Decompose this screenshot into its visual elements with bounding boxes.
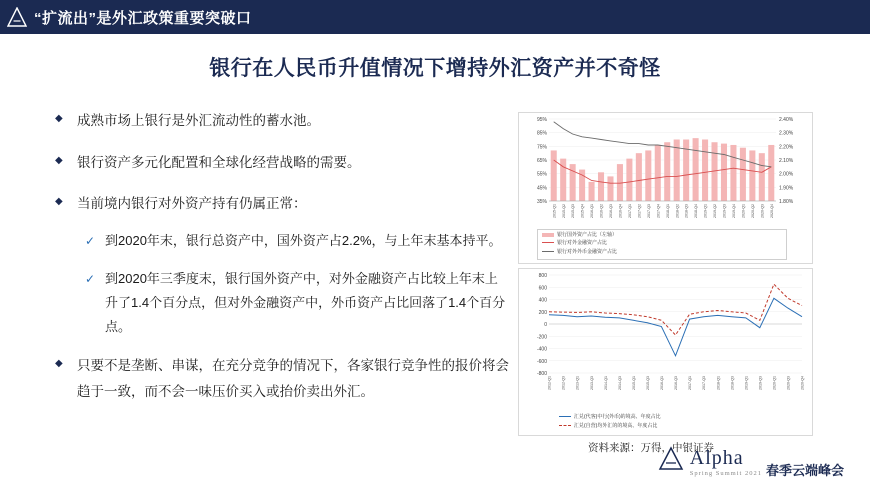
bullet-diamond-icon: ◆ bbox=[55, 113, 63, 124]
svg-text:2019-Q4: 2019-Q4 bbox=[732, 204, 736, 218]
svg-text:2.30%: 2.30% bbox=[779, 130, 794, 137]
legend-item bbox=[542, 240, 782, 248]
list-item bbox=[55, 191, 510, 217]
chart-legend bbox=[559, 414, 661, 431]
svg-text:2020-Q4: 2020-Q4 bbox=[769, 204, 774, 218]
chart-canvas bbox=[519, 269, 812, 435]
svg-text:2016-Q3: 2016-Q3 bbox=[609, 204, 614, 218]
svg-text:2020-Q4: 2020-Q4 bbox=[800, 376, 805, 390]
sub-bullet-list bbox=[85, 229, 510, 339]
svg-text:2019-Q2: 2019-Q2 bbox=[713, 204, 718, 218]
svg-text:95%: 95% bbox=[536, 117, 547, 123]
svg-text:2012-Q3: 2012-Q3 bbox=[561, 376, 566, 390]
legend-swatch-icon bbox=[542, 251, 554, 252]
list-item bbox=[55, 150, 510, 176]
legend-item bbox=[559, 414, 661, 422]
bullet-diamond-icon: ◆ bbox=[55, 154, 63, 166]
svg-text:2018-Q1: 2018-Q1 bbox=[665, 204, 670, 218]
svg-text:2019-Q3: 2019-Q3 bbox=[758, 376, 763, 390]
legend-swatch-icon bbox=[559, 416, 571, 417]
svg-text:2018-Q4: 2018-Q4 bbox=[694, 204, 699, 218]
bullet-text: 银行资产多元化配置和全球化经营战略的需要。 bbox=[77, 154, 361, 170]
svg-text:2.10%: 2.10% bbox=[779, 158, 794, 164]
legend-label: 汇兑(自营)均外汇的的境高、年度占比 bbox=[574, 422, 658, 429]
svg-text:0: 0 bbox=[544, 322, 547, 328]
header-title: “扩流出”是外汇政策重要突破口 bbox=[34, 9, 252, 27]
svg-text:65%: 65% bbox=[536, 158, 547, 164]
legend-label: 银行对外金融资产占比 bbox=[557, 240, 608, 246]
svg-text:2018-Q1: 2018-Q1 bbox=[716, 376, 721, 390]
svg-text:75%: 75% bbox=[536, 144, 547, 151]
svg-text:2015-Q3: 2015-Q3 bbox=[646, 376, 650, 390]
svg-text:2020-Q1: 2020-Q1 bbox=[741, 204, 746, 218]
svg-text:400: 400 bbox=[538, 297, 547, 304]
check-icon: ✓ bbox=[85, 233, 96, 248]
legend-swatch-icon bbox=[542, 242, 554, 243]
svg-text:2013-Q1: 2013-Q1 bbox=[575, 376, 580, 390]
svg-text:2019-Q3: 2019-Q3 bbox=[722, 204, 727, 218]
svg-text:2020-Q2: 2020-Q2 bbox=[751, 204, 755, 218]
svg-text:35%: 35% bbox=[536, 199, 547, 205]
source-note: 资料来源：万得，中银证券 bbox=[588, 442, 714, 454]
svg-text:-200: -200 bbox=[536, 334, 547, 341]
legend-item bbox=[542, 249, 782, 257]
svg-text:2015-Q1: 2015-Q1 bbox=[631, 376, 636, 390]
chart-fx-settlement bbox=[518, 268, 813, 436]
svg-text:2017-Q3: 2017-Q3 bbox=[646, 204, 651, 218]
svg-text:1.90%: 1.90% bbox=[779, 185, 794, 192]
svg-text:2017-Q3: 2017-Q3 bbox=[702, 376, 707, 390]
legend-label: 银行对外外币金融资产占比 bbox=[557, 248, 618, 255]
brand-alpha-sub: Spring Summit 2021 bbox=[689, 470, 762, 477]
svg-text:2019-Q1: 2019-Q1 bbox=[744, 376, 749, 390]
brand-cn: 春季云端峰会 bbox=[765, 463, 844, 478]
chart-legend bbox=[537, 229, 787, 261]
legend-item bbox=[559, 423, 661, 431]
triangle-a-logo-icon bbox=[0, 0, 34, 34]
sub-bullet-text: 到2020年三季度末，银行国外资产中，对外金融资产占比较上年末上升了1.4个百分点，但对外金融资产中，外币资产占比回落了1.4个百分点。 bbox=[105, 270, 506, 335]
svg-text:2015-Q3: 2015-Q3 bbox=[571, 204, 576, 218]
list-item bbox=[55, 108, 510, 134]
svg-text:2016-Q2: 2016-Q2 bbox=[599, 204, 604, 218]
legend-swatch-icon bbox=[559, 425, 571, 426]
svg-text:2020-Q3: 2020-Q3 bbox=[786, 376, 791, 390]
svg-text:2015-Q4: 2015-Q4 bbox=[580, 204, 585, 218]
bullet-text: 当前境内银行对外资产持有仍属正常： bbox=[77, 196, 307, 212]
svg-text:55%: 55% bbox=[536, 171, 547, 178]
svg-text:2020-Q3: 2020-Q3 bbox=[760, 204, 765, 218]
list-item bbox=[85, 267, 510, 339]
list-item bbox=[85, 229, 510, 253]
bullet-text: 成熟市场上银行是外汇流动性的蓄水池。 bbox=[77, 113, 320, 128]
svg-text:2018-Q3: 2018-Q3 bbox=[684, 204, 689, 218]
sub-bullet-text: 到2020年末，银行总资产中，国外资产占2.2%，与上年末基本持平。 bbox=[105, 232, 502, 248]
svg-text:2018-Q3: 2018-Q3 bbox=[730, 376, 735, 390]
check-icon: ✓ bbox=[85, 271, 96, 286]
svg-text:2012-Q1: 2012-Q1 bbox=[547, 376, 552, 390]
chart-bank-foreign-asset-share bbox=[518, 112, 813, 264]
svg-text:2017-Q1: 2017-Q1 bbox=[688, 376, 693, 390]
svg-text:200: 200 bbox=[538, 309, 547, 316]
svg-text:800: 800 bbox=[538, 273, 547, 279]
triangle-a-logo-icon bbox=[658, 446, 684, 477]
list-item bbox=[55, 353, 510, 404]
svg-text:-800: -800 bbox=[536, 371, 547, 377]
svg-text:2015-Q2: 2015-Q2 bbox=[561, 204, 566, 218]
svg-text:2016-Q3: 2016-Q3 bbox=[674, 376, 679, 390]
svg-text:1.80%: 1.80% bbox=[779, 199, 794, 205]
svg-text:2017-Q4: 2017-Q4 bbox=[656, 204, 661, 218]
svg-text:85%: 85% bbox=[536, 130, 547, 137]
legend-swatch-icon bbox=[542, 233, 554, 237]
svg-text:-400: -400 bbox=[536, 346, 547, 353]
svg-text:2016-Q1: 2016-Q1 bbox=[590, 204, 595, 218]
legend-label: 汇兑(代客)中行(外币)的境高、年度占比 bbox=[574, 414, 661, 420]
svg-text:600: 600 bbox=[538, 285, 547, 292]
svg-text:45%: 45% bbox=[536, 185, 547, 192]
svg-text:2017-Q1: 2017-Q1 bbox=[628, 204, 632, 218]
svg-text:2015-Q1: 2015-Q1 bbox=[552, 204, 557, 218]
brand-footer bbox=[658, 446, 844, 477]
page-title: 银行在人民币升值情况下增持外汇资产并不奇怪 bbox=[209, 57, 661, 80]
svg-text:2.20%: 2.20% bbox=[779, 144, 794, 151]
bullet-diamond-icon: ◆ bbox=[55, 358, 63, 370]
svg-text:2.00%: 2.00% bbox=[779, 171, 794, 178]
bullet-diamond-icon: ◆ bbox=[55, 196, 63, 208]
svg-text:2013-Q3: 2013-Q3 bbox=[589, 376, 594, 390]
svg-text:2020-Q1: 2020-Q1 bbox=[772, 376, 777, 390]
bullet-text: 只要不是垄断、串谋，在充分竞争的情况下，各家银行竞争性的报价将会趋于一致，而不会一味压价买入或抬价卖出外汇。 bbox=[77, 358, 509, 399]
svg-text:-600: -600 bbox=[536, 358, 547, 365]
brand-alpha: Alpha bbox=[689, 447, 744, 469]
svg-text:2018-Q2: 2018-Q2 bbox=[675, 204, 680, 218]
svg-text:2019-Q1: 2019-Q1 bbox=[703, 204, 708, 218]
svg-text:2017-Q2: 2017-Q2 bbox=[637, 204, 642, 218]
legend-label: 银行国外资产占比（左轴） bbox=[557, 231, 618, 238]
svg-text:2016-Q4: 2016-Q4 bbox=[618, 204, 623, 218]
svg-text:2014-Q1: 2014-Q1 bbox=[603, 376, 608, 390]
svg-text:2014-Q3: 2014-Q3 bbox=[617, 376, 622, 390]
bullet-list bbox=[55, 108, 510, 420]
svg-text:2.40%: 2.40% bbox=[779, 117, 794, 123]
legend-item bbox=[542, 232, 782, 240]
svg-text:2016-Q1: 2016-Q1 bbox=[660, 376, 664, 390]
slide-header bbox=[0, 0, 870, 34]
